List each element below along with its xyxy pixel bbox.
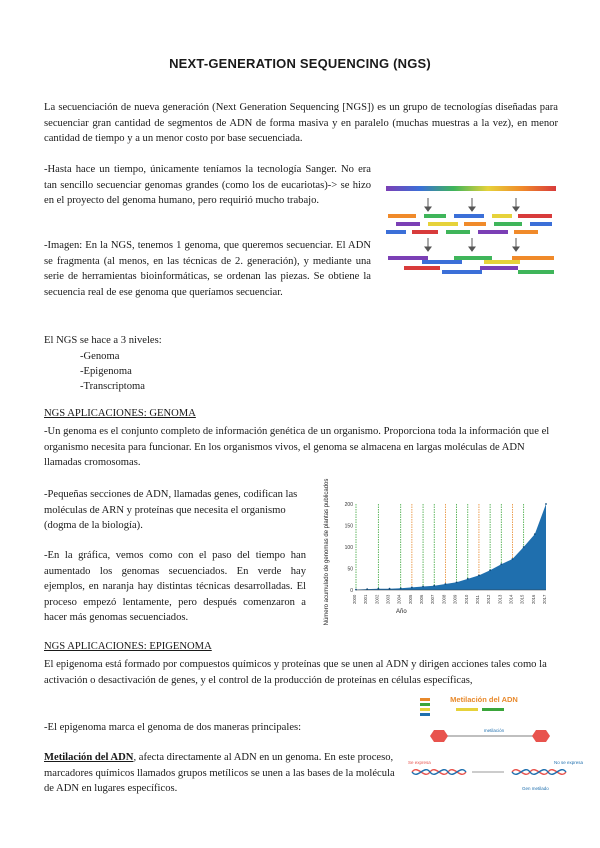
methylation-middle-label: metilación [483, 728, 505, 733]
chart-point [545, 503, 547, 505]
chart-area-series [356, 504, 546, 590]
chart-xtick: 2008 [441, 594, 447, 604]
chart-ytick: 200 [344, 502, 353, 508]
chart-xtick: 2009 [452, 594, 458, 604]
niveles-intro: El NGS se hace a 3 niveles: [44, 335, 162, 346]
chart-xtick: 2006 [419, 594, 425, 604]
metilacion-term: Metilación del ADN [44, 752, 134, 763]
chart-ytick: 100 [344, 545, 353, 551]
methylation-figure [404, 686, 584, 796]
chart-xtick: 2013 [497, 594, 503, 604]
dna-helix-left [412, 770, 466, 775]
chart-xtick: 2002 [374, 594, 380, 604]
genomes-chart [316, 478, 560, 626]
imagen-paragraph: -Imagen: En la NGS, tenemos 1 genoma, que queremos secuenciar. El ADN se fragmenta (al menos, en las técnicas de 2. generación), y mediante una serie de herramientas bioinformáticas, se ordenan las piezas. Se obtiene la secuencia real de ese genoma que queríamos secuenciar. [44, 240, 371, 298]
dna-helix-right [512, 770, 566, 775]
nivel-epigenoma: -Epigenoma [80, 366, 132, 377]
chart-xtick: 2010 [463, 594, 469, 604]
chart-point [478, 574, 480, 576]
fragments-top [386, 214, 552, 234]
chart-ytick: 50 [347, 566, 353, 573]
chart-point [377, 588, 379, 590]
chart-xtick: 2000 [352, 594, 357, 604]
epigenoma-paragraph-2: -El epigenoma marca el genoma de dos maneras principales: [44, 722, 302, 733]
genoma-heading: NGS APLICACIONES: GENOMA [44, 408, 196, 419]
chart-point [433, 585, 435, 587]
chart-point [445, 583, 447, 585]
methylation-title: Metilación del ADN [450, 695, 518, 704]
nivel-genoma: -Genoma [80, 351, 120, 362]
methylation-bottom-label: Gen metilado [522, 786, 549, 791]
chart-point [512, 558, 514, 560]
chart-xtick: 2014 [508, 594, 514, 604]
chart-xtick: 2017 [542, 594, 547, 604]
chart-xlabel: Año [396, 609, 407, 615]
chart-point [534, 533, 536, 535]
methyl-hex-left [430, 730, 448, 742]
intro-paragraph: La secuenciación de nueva generación (Next Generation Sequencing [NGS]) es un grupo de tecnologías diseñadas para secuenciar gran cantidad de segmentos de ADN de forma masiva y en paralelo (muchas muestras a la vez), en menor cantidad de tiempo y a un menor costo por base secuenciada. [44, 102, 558, 144]
chart-point [422, 586, 424, 588]
chart-point [467, 578, 469, 580]
genoma-paragraph-1: -Un genoma es el conjunto completo de información genética de un organismo. Proporciona toda la información que el organismo necesita para funcionar. En los organismos vivos, el genoma se almacena en largas moléculas de ADN llamadas cromosomas. [44, 426, 550, 468]
nivel-transcriptoma: -Transcriptoma [80, 381, 145, 392]
chart-xtick: 2005 [407, 594, 413, 604]
methylation-left-label: Se expresa [408, 760, 431, 765]
chart-xtick: 2016 [530, 594, 536, 604]
page-title: NEXT-GENERATION SEQUENCING (NGS) [169, 56, 431, 71]
chart-ytick: 0 [350, 588, 353, 594]
chart-ytick: 150 [344, 523, 353, 530]
chart-xtick: 2004 [396, 594, 402, 604]
chart-point [400, 587, 402, 589]
chart-point [500, 563, 502, 565]
chart-point [411, 587, 413, 589]
methylation-right-label: No se expresa [554, 760, 584, 765]
chart-xtick: 2001 [363, 594, 369, 604]
genoma-paragraph-2: -Pequeñas secciones de ADN, llamadas genes, codifican las moléculas de ARN y proteínas que necesita el organismo (dogma de la biología). [44, 489, 298, 531]
genoma-paragraph-3: -En la gráfica, vemos como con el paso del tiempo han aumentado los genomas secuenciados. En verde hay ejemplos, en naranja hay distintas técnicas desarrolladas. El proceso empezó lentamente, pero después comenzaron a hacer más genomas secuenciados. [44, 550, 306, 623]
chart-point [389, 588, 391, 590]
chart-ylabel: Número acumulado de genomas de plantas publicados [324, 478, 330, 626]
chart-xtick: 2007 [430, 594, 436, 604]
fragments-bottom [388, 256, 554, 274]
epigenoma-heading: NGS APLICACIONES: EPIGENOMA [44, 641, 212, 652]
chart-xtick: 2015 [519, 594, 525, 604]
genome-bar [386, 186, 556, 191]
fragment-assembly-figure [384, 176, 560, 286]
chart-xtick: 2003 [385, 594, 391, 604]
epigenoma-paragraph-1: El epigenoma está formado por compuestos químicos y proteínas que se unen al ADN y dirigen acciones tales como la activación o desactivación de genes, y el control de la producción de proteínas en células específicas, [44, 659, 547, 686]
chart-point [456, 581, 458, 583]
methyl-hex-right [532, 730, 550, 742]
chart-xtick: 2012 [486, 594, 492, 604]
chart-point [523, 546, 525, 548]
sanger-paragraph: -Hasta hace un tiempo, únicamente teníamos la tecnología Sanger. No era tan sencillo secuenciar genomas grandes (como los de eucariotas)-> se hizo en el proyecto del genoma humano, pero requirió mucho trabajo. [44, 164, 371, 206]
metilacion-text: , afecta directamente al ADN en un genoma. En este proceso, marcadores químicos llamados grupos metílicos se unen a las bases de la molécula de ADN en lugares específicos. [44, 752, 395, 794]
metilacion-paragraph [44, 750, 396, 797]
chart-xtick: 2011 [474, 594, 480, 604]
chart-point [489, 569, 491, 571]
